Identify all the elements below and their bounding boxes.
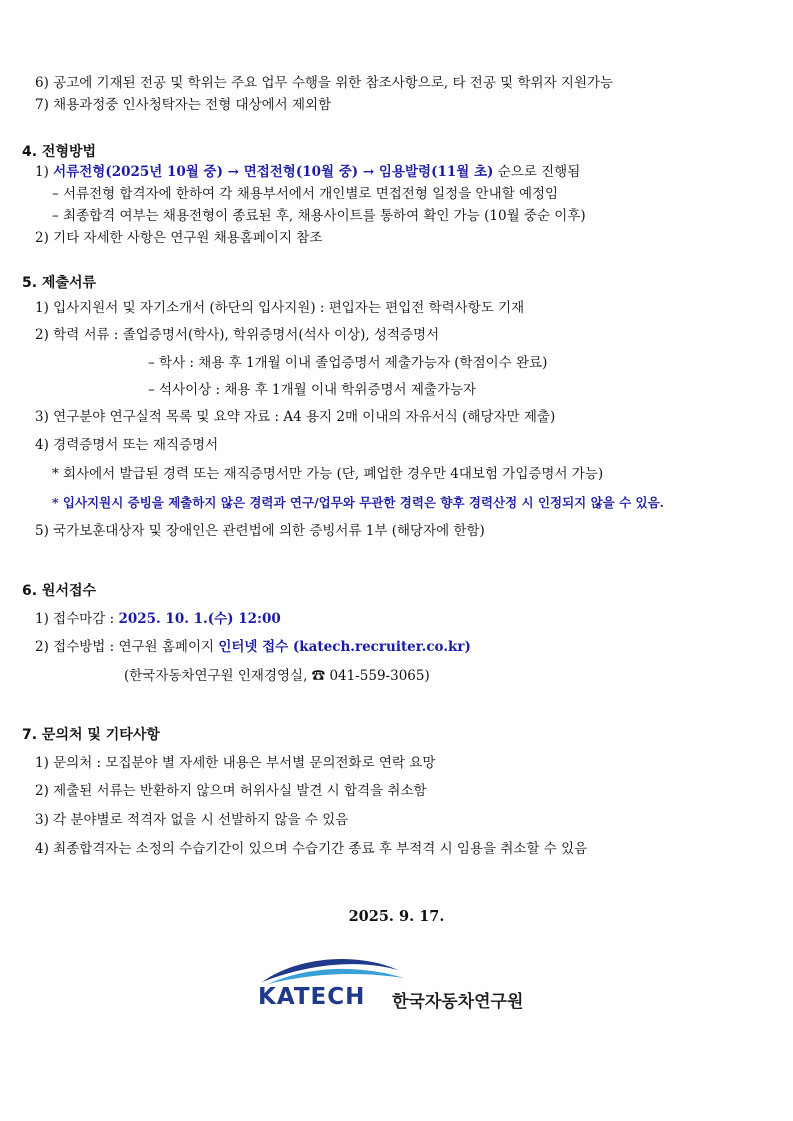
- section-heading-selection-process: 4. 전형방법: [22, 144, 97, 160]
- application-deadline: [35, 610, 281, 628]
- logo-wordmark-ko: 한국자동차연구원: [392, 992, 524, 1012]
- section-heading-application: 6. 원서접수: [22, 583, 97, 599]
- documents-note-2-emphasis: * 입사지원시 증빙을 제출하지 않은 경력과 연구/업무와 무관한 경력은 향후 경력산정 시 인정되지 않을 수 있음.: [52, 495, 665, 510]
- method-label: 2) 접수방법 : 연구원 홈페이지: [35, 639, 219, 655]
- documents-item-5: 5) 국가보훈대상자 및 장애인은 관련법에 의한 증빙서류 1부 (해당자에 한함): [35, 523, 485, 539]
- requirement-item-6: 6) 공고에 기재된 전공 및 학위는 주요 업무 수행을 위한 참조사항으로, 타 전공 및 학위자 지원가능: [35, 75, 614, 91]
- method-link[interactable]: 인터넷 접수 (katech.recruiter.co.kr): [218, 639, 471, 655]
- schedule-highlight: 서류전형(2025년 10월 중) → 면접전형(10월 중) → 임용발령(11월 초): [53, 164, 494, 180]
- inquiries-item-4: 4) 최종합격자는 소정의 수습기간이 있으며 수습기간 종료 후 부적격 시 임용을 취소할 수 있음: [35, 841, 588, 857]
- logo-wordmark-en: KATECH: [258, 984, 366, 1010]
- logo-swoosh-icon: [258, 952, 408, 986]
- documents-item-2-sub-2: – 석사이상 : 채용 후 1개월 이내 학위증명서 제출가능자: [148, 382, 477, 398]
- inquiries-item-2: 2) 제출된 서류는 반환하지 않으며 허위사실 발견 시 합격을 취소함: [35, 783, 427, 799]
- inquiries-item-3: 3) 각 분야별로 적격자 없을 시 선발하지 않을 수 있음: [35, 812, 349, 828]
- inquiries-item-1: 1) 문의처 : 모집분야 별 자세한 내용은 부서별 문의전화로 연락 요망: [35, 755, 436, 771]
- application-contact: (한국자동차연구원 인재경영실, ☎ 041-559-3065): [124, 668, 430, 684]
- deadline-label: 1) 접수마감 :: [35, 611, 119, 627]
- documents-item-2-sub-1: – 학사 : 채용 후 1개월 이내 졸업증명서 제출가능자 (학점이수 완료): [148, 355, 548, 371]
- documents-item-2: 2) 학력 서류 : 졸업증명서(학사), 학위증명서(석사 이상), 성적증명서: [35, 327, 440, 343]
- deadline-value: 2025. 10. 1.(수) 12:00: [118, 611, 281, 627]
- item-number: 1): [35, 164, 54, 180]
- selection-subitem-1: – 서류전형 합격자에 한하여 각 채용부서에서 개인별로 면접전형 일정을 안내할 예정임: [52, 186, 559, 202]
- selection-item-2: 2) 기타 자세한 사항은 연구원 채용홈페이지 참조: [35, 230, 323, 246]
- schedule-suffix: 순으로 진행됨: [493, 164, 581, 180]
- documents-item-4: 4) 경력증명서 또는 재직증명서: [35, 437, 219, 453]
- documents-note-1: * 회사에서 발급된 경력 또는 재직증명서만 가능 (단, 폐업한 경우만 4대보험 가입증명서 가능): [52, 466, 604, 482]
- announcement-date: 2025. 9. 17.: [348, 908, 445, 925]
- selection-schedule: [35, 163, 580, 181]
- documents-item-1: 1) 입사지원서 및 자기소개서 (하단의 입사지원) : 편입자는 편입전 학력사항도 기재: [35, 300, 525, 316]
- application-method: [35, 638, 471, 656]
- documents-item-3: 3) 연구분야 연구실적 목록 및 요약 자료 : A4 용지 2매 이내의 자유서식 (해당자만 제출): [35, 409, 556, 425]
- selection-subitem-2: – 최종합격 여부는 채용전형이 종료된 후, 채용사이트를 통하여 확인 가능 (10월 중순 이후): [52, 208, 586, 224]
- requirement-item-7: 7) 채용과정중 인사청탁자는 전형 대상에서 제외함: [35, 97, 332, 113]
- section-heading-documents: 5. 제출서류: [22, 275, 97, 291]
- katech-logo: [258, 952, 548, 1014]
- section-heading-inquiries: 7. 문의처 및 기타사항: [22, 727, 160, 743]
